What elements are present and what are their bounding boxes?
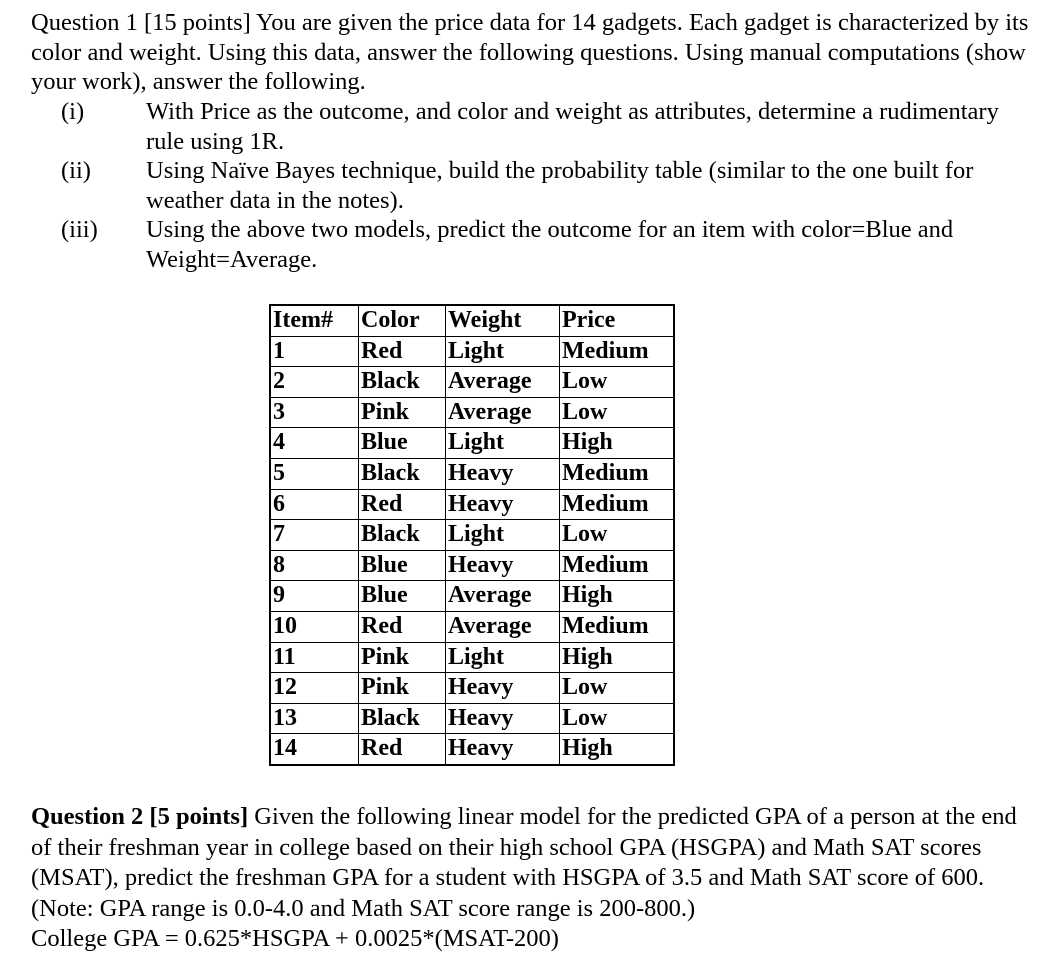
table-row xyxy=(270,336,674,367)
price-cell: Medium xyxy=(560,489,675,520)
item-number-cell: 14 xyxy=(270,734,359,765)
table-row xyxy=(270,642,674,673)
question-2 xyxy=(31,802,1031,955)
color-cell: Black xyxy=(359,458,446,489)
weight-cell: Heavy xyxy=(446,458,560,489)
price-cell: High xyxy=(560,581,675,612)
table-row xyxy=(270,550,674,581)
part-text: With Price as the outcome, and color and weight as attributes, determine a rudimentary rule using 1R. xyxy=(146,98,999,155)
color-cell: Pink xyxy=(359,673,446,704)
item-number-cell: 4 xyxy=(270,428,359,459)
table-row xyxy=(270,458,674,489)
table-header-cell: Weight xyxy=(446,305,560,336)
part-number: (ii) xyxy=(61,157,91,184)
table-row xyxy=(270,520,674,551)
weight-cell: Heavy xyxy=(446,673,560,704)
table-row xyxy=(270,673,674,704)
price-cell: Medium xyxy=(560,458,675,489)
gadget-price-table xyxy=(269,304,675,766)
table-header-cell: Item# xyxy=(270,305,359,336)
table-row xyxy=(270,428,674,459)
item-number-cell: 13 xyxy=(270,703,359,734)
table-row xyxy=(270,581,674,612)
part-number: (i) xyxy=(61,98,85,125)
color-cell: Black xyxy=(359,367,446,398)
color-cell: Blue xyxy=(359,550,446,581)
weight-cell: Light xyxy=(446,642,560,673)
table-header-cell: Color xyxy=(359,305,446,336)
item-number-cell: 10 xyxy=(270,611,359,642)
price-cell: High xyxy=(560,642,675,673)
table-row xyxy=(270,489,674,520)
part-text: Using the above two models, predict the outcome for an item with color=Blue and Weight=Average. xyxy=(146,216,954,273)
weight-cell: Light xyxy=(446,520,560,551)
color-cell: Pink xyxy=(359,642,446,673)
weight-cell: Average xyxy=(446,367,560,398)
color-cell: Blue xyxy=(359,581,446,612)
question-1-parts xyxy=(31,97,1031,274)
price-cell: Low xyxy=(560,673,675,704)
price-cell: Medium xyxy=(560,550,675,581)
part-ii xyxy=(31,156,1031,215)
part-i xyxy=(31,97,1031,156)
weight-cell: Light xyxy=(446,428,560,459)
color-cell: Black xyxy=(359,520,446,551)
price-cell: High xyxy=(560,428,675,459)
table-row xyxy=(270,734,674,765)
item-number-cell: 3 xyxy=(270,397,359,428)
price-cell: Medium xyxy=(560,611,675,642)
part-iii xyxy=(31,215,1031,274)
table-row xyxy=(270,611,674,642)
weight-cell: Average xyxy=(446,397,560,428)
price-cell: Low xyxy=(560,397,675,428)
color-cell: Black xyxy=(359,703,446,734)
color-cell: Blue xyxy=(359,428,446,459)
item-number-cell: 9 xyxy=(270,581,359,612)
price-cell: Low xyxy=(560,367,675,398)
gpa-formula: College GPA = 0.625*HSGPA + 0.0025*(MSAT-200) xyxy=(31,925,559,952)
table-row xyxy=(270,703,674,734)
question-1-intro: Question 1 [15 points] You are given the price data for 14 gadgets. Each gadget is characterized by its color and weight. Using this data, answer the following questions. Using manual computations (show your work), answer the following. xyxy=(31,9,1029,95)
item-number-cell: 5 xyxy=(270,458,359,489)
weight-cell: Heavy xyxy=(446,489,560,520)
color-cell: Red xyxy=(359,734,446,765)
price-cell: Low xyxy=(560,520,675,551)
price-cell: Low xyxy=(560,703,675,734)
table-row xyxy=(270,397,674,428)
part-number: (iii) xyxy=(61,216,98,243)
weight-cell: Heavy xyxy=(446,734,560,765)
price-cell: Medium xyxy=(560,336,675,367)
question-2-body: Given the following linear model for the predicted GPA of a person at the end of their freshman year in college based on their high school GPA (HSGPA) and Math SAT scores (MSAT), predict the freshman GPA for a student with HSGPA of 3.5 and Math SAT score of 600. (Note: GPA range is 0.0-4.0 and Math SAT score range is 200-800.) xyxy=(31,803,1017,922)
color-cell: Red xyxy=(359,611,446,642)
weight-cell: Average xyxy=(446,611,560,642)
item-number-cell: 11 xyxy=(270,642,359,673)
color-cell: Red xyxy=(359,336,446,367)
weight-cell: Light xyxy=(446,336,560,367)
color-cell: Red xyxy=(359,489,446,520)
item-number-cell: 12 xyxy=(270,673,359,704)
weight-cell: Average xyxy=(446,581,560,612)
table-row xyxy=(270,367,674,398)
question-2-label: Question 2 [5 points] xyxy=(31,803,249,830)
color-cell: Pink xyxy=(359,397,446,428)
item-number-cell: 2 xyxy=(270,367,359,398)
table-header-cell: Price xyxy=(560,305,675,336)
item-number-cell: 1 xyxy=(270,336,359,367)
part-text: Using Naïve Bayes technique, build the probability table (similar to the one built for weather data in the notes). xyxy=(146,157,974,214)
weight-cell: Heavy xyxy=(446,703,560,734)
item-number-cell: 8 xyxy=(270,550,359,581)
item-number-cell: 7 xyxy=(270,520,359,551)
weight-cell: Heavy xyxy=(446,550,560,581)
table-header-row xyxy=(270,305,674,336)
price-cell: High xyxy=(560,734,675,765)
item-number-cell: 6 xyxy=(270,489,359,520)
